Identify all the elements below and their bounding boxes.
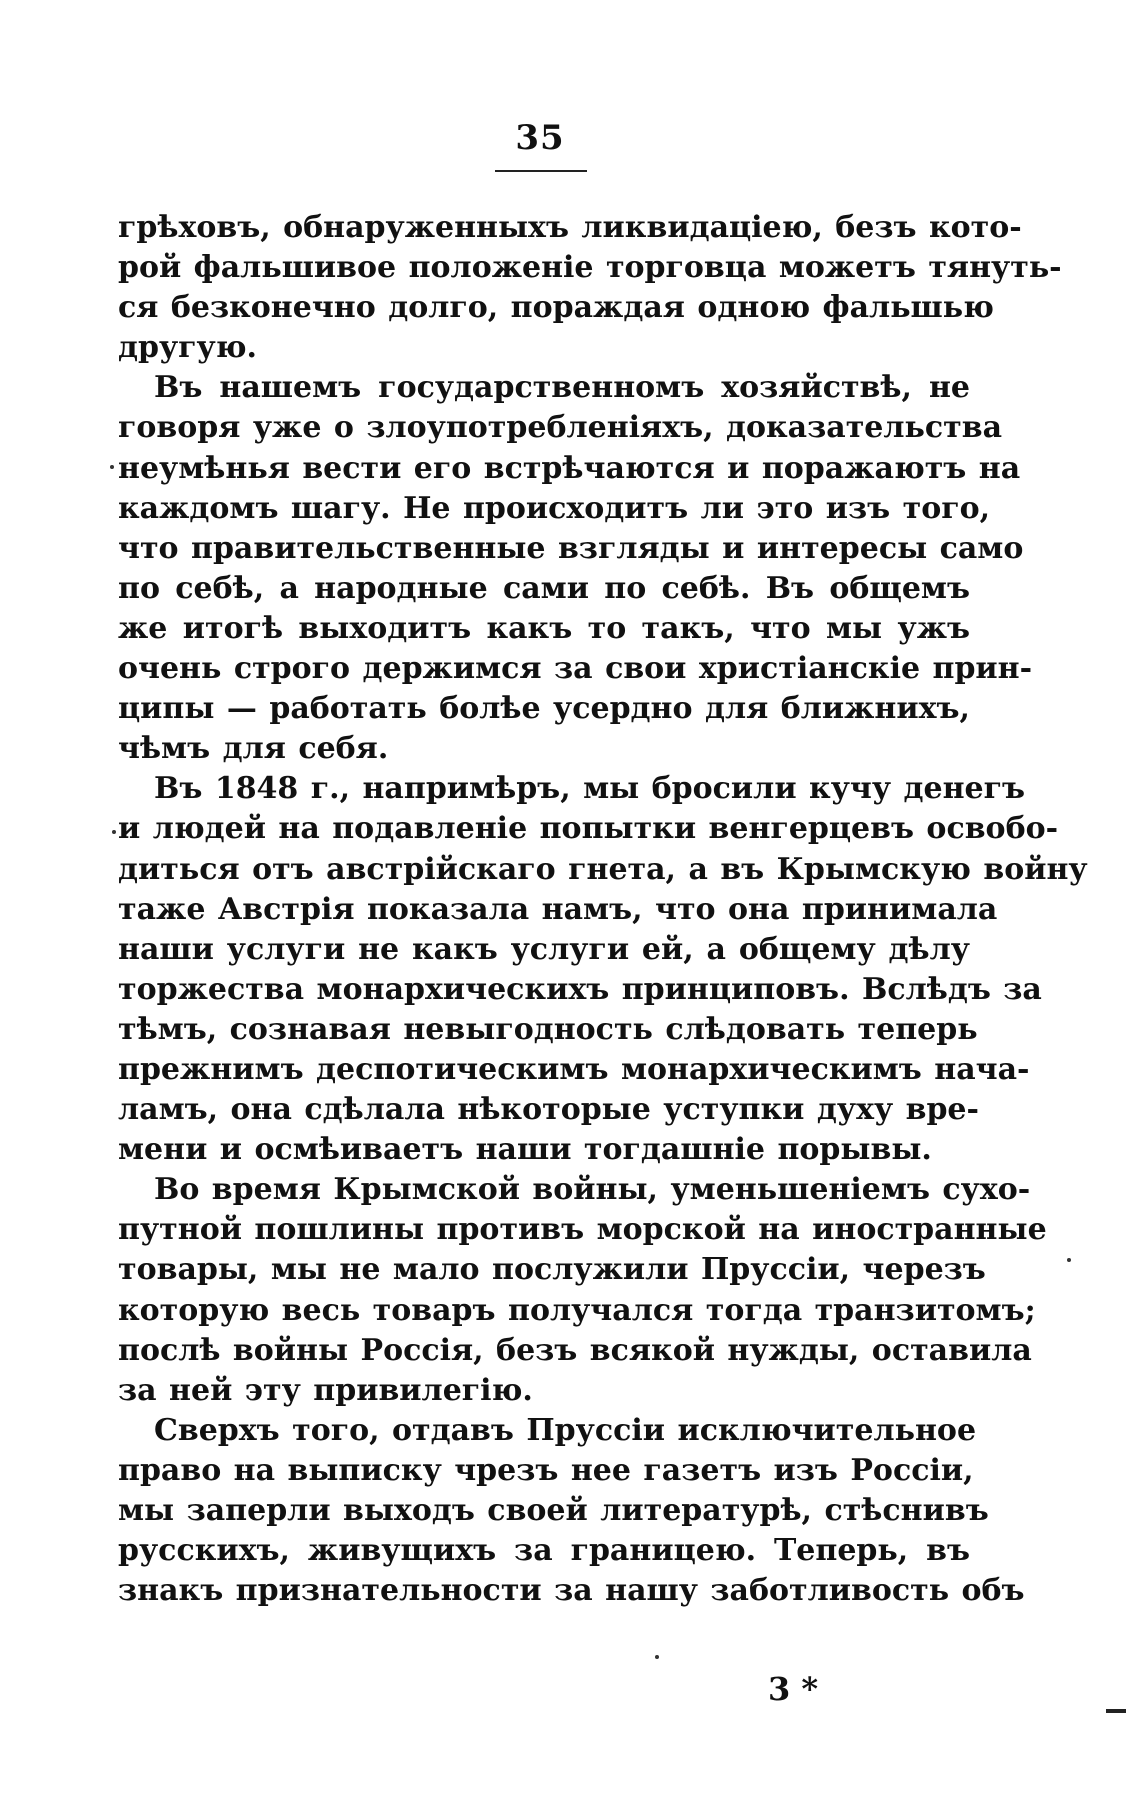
print-speck	[110, 465, 114, 469]
text-line: наши услуги не какъ услуги ей, а общему дѣлу	[118, 931, 970, 967]
text-line: другую.	[118, 330, 257, 366]
text-line: Сверхъ того, отдавъ Пруссіи исключительное	[154, 1412, 977, 1448]
text-line: послѣ войны Россія, безъ всякой нужды, оставила	[118, 1332, 1032, 1368]
page-number: 35	[515, 118, 565, 158]
text-line: Во время Крымской войны, уменьшеніемъ сухо-	[154, 1172, 1031, 1208]
text-line: право на выписку чрезъ нее газетъ изъ Россіи,	[118, 1452, 974, 1488]
text-line: ципы — работать болѣе усердно для ближнихъ,	[118, 691, 970, 727]
text-line: рой фальшивое положеніе торговца можетъ тянуть-	[118, 250, 1062, 286]
text-line: прежнимъ деспотическимъ монархическимъ нача-	[118, 1051, 1030, 1087]
text-line: русскихъ, живущихъ за границею. Теперь, въ	[118, 1533, 970, 1569]
print-speck	[655, 1655, 659, 1659]
text-line: Въ нашемъ государственномъ хозяйствѣ, не	[154, 370, 970, 406]
text-line: Въ 1848 г., напримѣръ, мы бросили кучу денегъ	[154, 771, 1026, 807]
text-line: ламъ, она сдѣлала нѣкоторые уступки духу вре-	[118, 1092, 979, 1128]
text-line: каждомъ шагу. Не происходитъ ли это изъ того,	[118, 490, 991, 526]
print-speck	[112, 830, 116, 834]
text-line: чѣмъ для себя.	[118, 731, 389, 767]
text-line: тѣмъ, сознавая невыгодность слѣдовать теперь	[118, 1011, 978, 1047]
text-line: за ней эту привилегію.	[118, 1372, 533, 1408]
text-line: что правительственные взгляды и интересы само	[118, 530, 1024, 566]
text-line: диться отъ австрійскаго гнета, а въ Крымскую войну	[118, 851, 1088, 887]
page-number-rule	[495, 170, 587, 172]
text-line: которую весь товаръ получался тогда транзитомъ;	[118, 1292, 1036, 1328]
text-line: таже Австрія показала намъ, что она принимала	[118, 891, 998, 927]
text-line: же итогѣ выходитъ какъ то такъ, что мы ужъ	[118, 610, 970, 646]
print-speck	[1067, 1258, 1071, 1262]
text-line: по себѣ, а народные сами по себѣ. Въ общемъ	[118, 570, 970, 606]
text-line: путной пошлины противъ морской на иностранные	[118, 1212, 1047, 1248]
text-line: очень строго держимся за свои христіанскіе прин-	[118, 651, 1033, 687]
body-text	[118, 208, 1088, 1611]
text-line: говоря уже о злоупотребленіяхъ, доказательства	[118, 410, 1003, 446]
text-line: торжества монархическихъ принциповъ. Вслѣдъ за	[118, 971, 1042, 1007]
edge-mark	[1106, 1709, 1126, 1713]
text-line: мени и осмѣиваетъ наши тогдашніе порывы.	[118, 1132, 932, 1168]
text-line: знакъ признательности за нашу заботливость объ	[118, 1573, 1025, 1609]
text-line: неумѣнья вести его встрѣчаются и поражаютъ на	[118, 450, 1021, 486]
text-line: и людей на подавленіе попытки венгерцевъ освобо-	[118, 811, 1059, 847]
text-line: мы заперли выходъ своей литературѣ, стѣснивъ	[118, 1493, 989, 1528]
text-line: ся безконечно долго, пораждая одною фальшью	[118, 290, 994, 326]
text-line: грѣховъ, обнаруженныхъ ликвидаціею, безъ кото-	[118, 210, 1022, 245]
text-line: товары, мы не мало послужили Пруссіи, черезъ	[118, 1252, 986, 1288]
signature-mark: 3 *	[768, 1670, 819, 1708]
